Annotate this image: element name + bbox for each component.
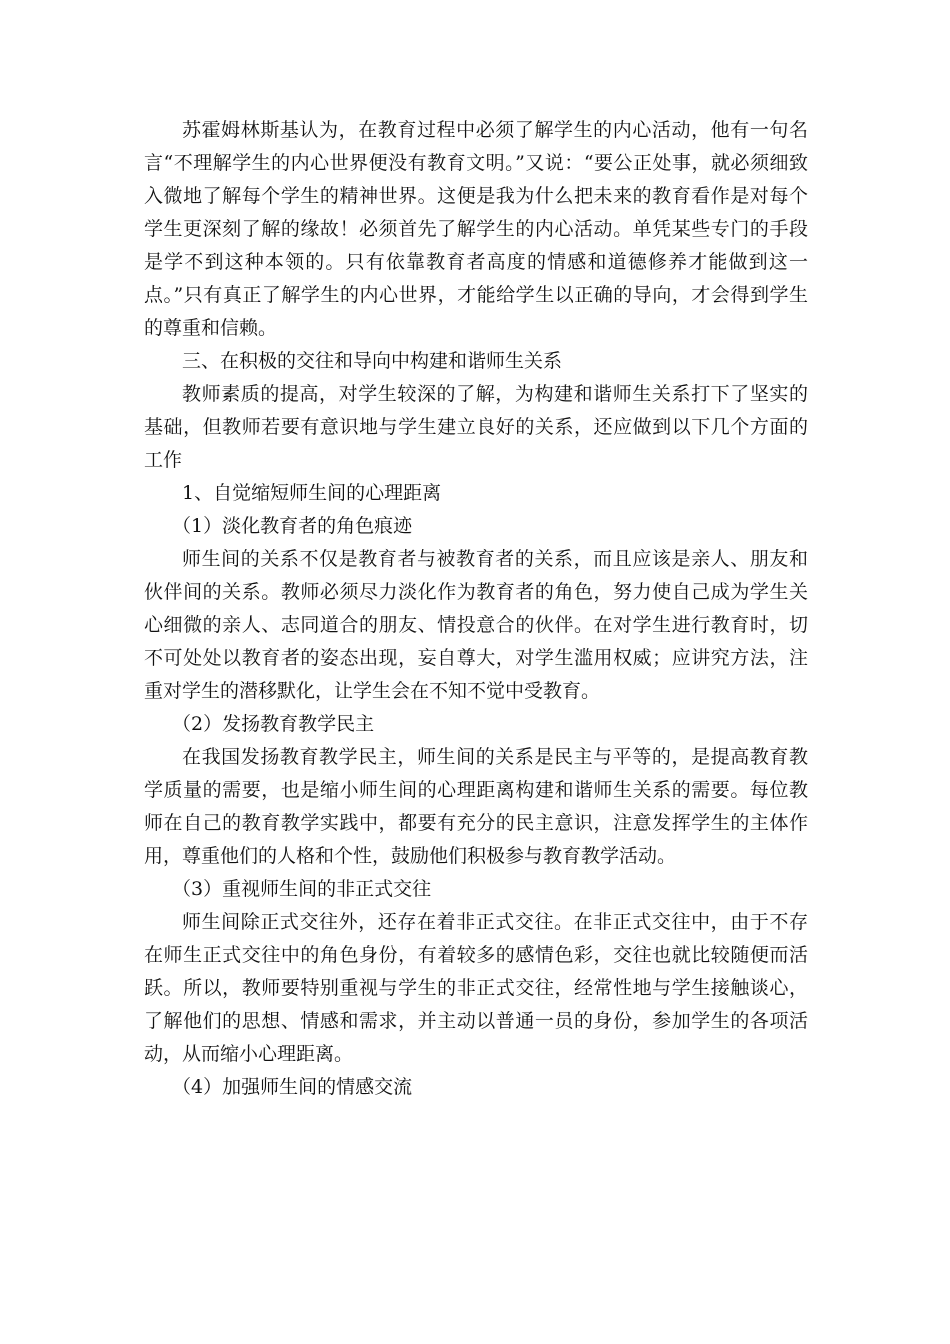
paragraph-informal-interaction: 师生间除正式交往外，还存在着非正式交往。在非正式交往中，由于不存在师生正式交往中的角色身份，有着较多的感情色彩，交往也就比较随便而活跃。所以，教师要特别重视与学生的非正式交往，经常性地与学生接触谈心，了解他们的思想、情感和需求，并主动以普通一员的身份，参加学生的各项活动，从而缩小心理距离。	[144, 911, 808, 1065]
document-body	[144, 114, 808, 1104]
subsection-heading-1: 1、自觉缩短师生间的心理距离	[182, 482, 442, 504]
item-heading-3: （3）重视师生间的非正式交往	[172, 878, 432, 900]
item-heading-2: （2）发扬教育教学民主	[172, 713, 375, 735]
paragraph-role-traces: 师生间的关系不仅是教育者与被教育者的关系，而且应该是亲人、朋友和伙伴间的关系。教师必须尽力淡化作为教育者的角色，努力使自己成为学生关心细微的亲人、志同道合的朋友、情投意合的伙伴。在对学生进行教育时，切不可处处以教育者的姿态出现，妄自尊大，对学生滥用权威；应讲究方法，注重对学生的潜移默化，让学生会在不知不觉中受教育。	[144, 548, 808, 702]
item-heading-4: （4）加强师生间的情感交流	[172, 1076, 413, 1098]
item-heading-1: （1）淡化教育者的角色痕迹	[172, 515, 413, 537]
paragraph-sukhomlinsky: 苏霍姆林斯基认为，在教育过程中必须了解学生的内心活动，他有一句名言“不理解学生的内心世界便没有教育文明。”又说：“要公正处事，就必须细致入微地了解每个学生的精神世界。这便是我为什么把未来的教育看作是对每个学生更深刻了解的缘故！必须首先了解学生的内心活动。单凭某些专门的手段是学不到这种本领的。只有依靠教育者高度的情感和道德修养才能做到这一点。”只有真正了解学生的内心世界，才能给学生以正确的导向，才会得到学生的尊重和信赖。	[144, 119, 808, 339]
section-heading-three: 三、在积极的交往和导向中构建和谐师生关系	[182, 350, 563, 372]
paragraph-teacher-quality: 教师素质的提高，对学生较深的了解，为构建和谐师生关系打下了坚实的基础，但教师若要有意识地与学生建立良好的关系，还应做到以下几个方面的工作	[144, 383, 808, 471]
paragraph-democracy: 在我国发扬教育教学民主，师生间的关系是民主与平等的，是提高教育教学质量的需要，也是缩小师生间的心理距离构建和谐师生关系的需要。每位教师在自己的教育教学实践中，都要有充分的民主意识，注意发挥学生的主体作用，尊重他们的人格和个性，鼓励他们积极参与教育教学活动。	[144, 746, 808, 867]
